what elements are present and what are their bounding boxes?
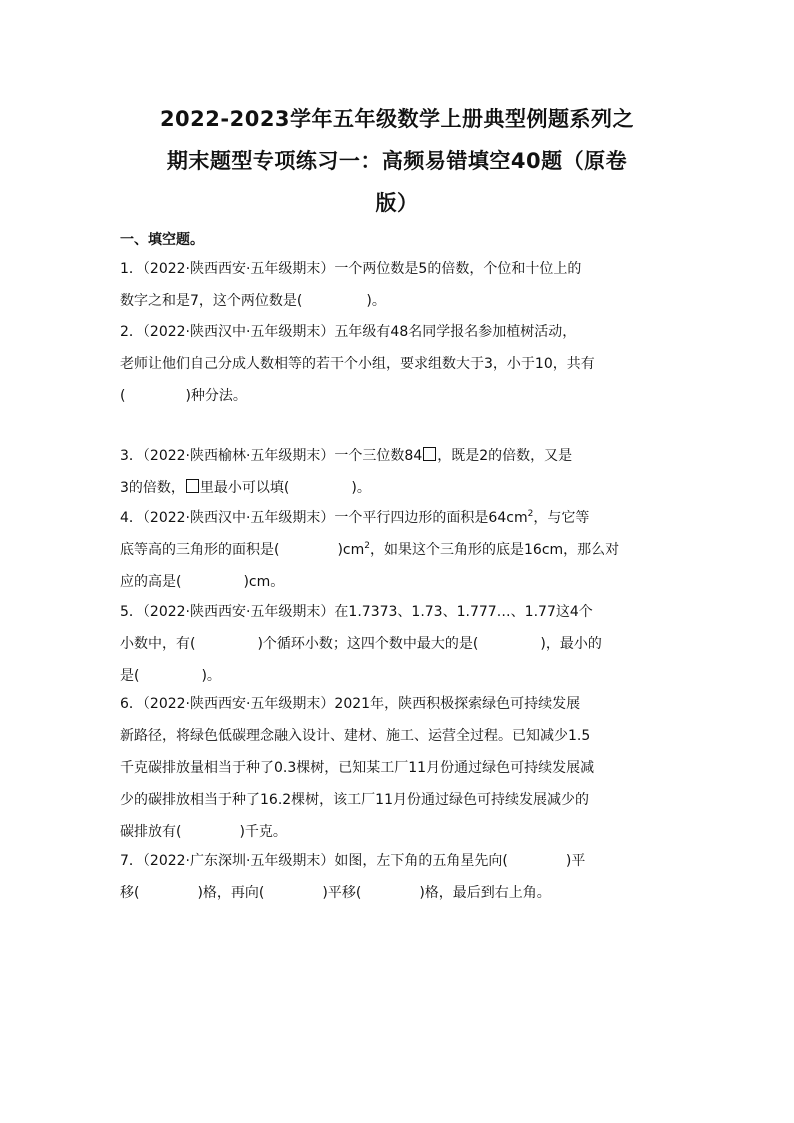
question-1-line-1: 1．（2022·陕西西安·五年级期末）一个两位数是5的倍数，个位和十位上的 xyxy=(120,261,582,277)
square-box-icon xyxy=(186,479,199,493)
superscript: 2 xyxy=(527,509,534,519)
question-text: 3的倍数， xyxy=(120,480,185,496)
question-text: 是( xyxy=(120,668,140,684)
question-text: )。 xyxy=(351,480,371,496)
question-5-line-2 xyxy=(120,628,676,660)
question-4-line-1 xyxy=(120,502,676,534)
question-1-line-2 xyxy=(120,285,676,317)
question-text: 数字之和是7，这个两位数是( xyxy=(120,293,303,309)
question-3-line-2 xyxy=(120,472,676,504)
question-text: )。 xyxy=(201,668,221,684)
question-text: )种分法。 xyxy=(185,388,247,404)
question-3-line-1 xyxy=(120,440,676,472)
question-6-line-3: 千克碳排放量相当于种了0.3棵树，已知某工厂11月份通过绿色可持续发展减 xyxy=(120,760,595,776)
question-text: )平移( xyxy=(322,885,362,901)
question-text: ，既是2的倍数，又是 xyxy=(437,448,573,464)
page-title-line-1: 2022-2023学年五年级数学上册典型例题系列之 xyxy=(159,107,635,131)
question-text: )个循环小数；这四个数中最大的是( xyxy=(257,636,479,652)
question-text: 碳排放有( xyxy=(120,824,182,840)
question-2 xyxy=(120,316,676,412)
question-text: )格，再向( xyxy=(197,885,265,901)
question-text: )平 xyxy=(565,853,586,869)
question-text: 7．（2022·广东深圳·五年级期末）如图，左下角的五角星先向( xyxy=(120,853,508,869)
page-title-line-2: 期末题型专项练习一：高频易错填空40题（原卷 xyxy=(166,149,628,173)
question-5 xyxy=(120,596,676,692)
question-text: 底等高的三角形的面积是( xyxy=(120,542,280,558)
question-3 xyxy=(120,440,676,504)
question-text: 小数中，有( xyxy=(120,636,196,652)
question-2-line-3 xyxy=(120,380,676,412)
question-text: )，最小的 xyxy=(540,636,602,652)
question-2-line-1: 2．（2022·陕西汉中·五年级期末）五年级有48名同学报名参加植树活动， xyxy=(120,324,577,340)
question-4-line-3 xyxy=(120,566,676,598)
question-text: 3．（2022·陕西榆林·五年级期末）一个三位数84 xyxy=(120,448,423,464)
question-text: ，与它等 xyxy=(533,510,590,526)
question-text: 4．（2022·陕西汉中·五年级期末）一个平行四边形的面积是64cm xyxy=(120,510,528,526)
question-6 xyxy=(120,688,676,848)
question-text: )cm xyxy=(337,542,365,558)
question-text: )。 xyxy=(366,293,386,309)
square-box-icon xyxy=(423,447,436,461)
question-text: 移( xyxy=(120,885,140,901)
question-7 xyxy=(120,845,676,909)
question-text: ( xyxy=(120,388,126,404)
question-1 xyxy=(120,253,676,317)
question-text: 应的高是( xyxy=(120,574,182,590)
question-text: )格，最后到右上角。 xyxy=(419,885,551,901)
question-4 xyxy=(120,502,676,598)
question-4-line-2 xyxy=(120,534,676,566)
question-text: )千克。 xyxy=(239,824,287,840)
question-text: )cm。 xyxy=(243,574,285,590)
page-title-line-3: 版） xyxy=(375,191,419,215)
question-text: 里最小可以填( xyxy=(199,480,290,496)
question-text: ，如果这个三角形的底是16cm，那么对 xyxy=(370,542,620,558)
question-6-line-4: 少的碳排放相当于种了16.2棵树，该工厂11月份通过绿色可持续发展减少的 xyxy=(120,792,589,808)
section-heading: 一、填空题。 xyxy=(120,232,204,248)
question-6-line-5 xyxy=(120,816,676,848)
question-6-line-2: 新路径，将绿色低碳理念融入设计、建材、施工、运营全过程。已知减少1.5 xyxy=(120,728,591,744)
question-5-line-1: 5．（2022·陕西西安·五年级期末）在1.7373、1.73、1.777…、1.77这4个 xyxy=(120,604,593,620)
superscript: 2 xyxy=(364,541,370,551)
question-7-line-2 xyxy=(120,877,676,909)
question-2-line-2: 老师让他们自己分成人数相等的若干个小组，要求组数大于3，小于10，共有 xyxy=(120,356,595,372)
question-7-line-1 xyxy=(120,845,676,877)
question-6-line-1: 6．（2022·陕西西安·五年级期末）2021年，陕西积极探索绿色可持续发展 xyxy=(120,696,581,712)
